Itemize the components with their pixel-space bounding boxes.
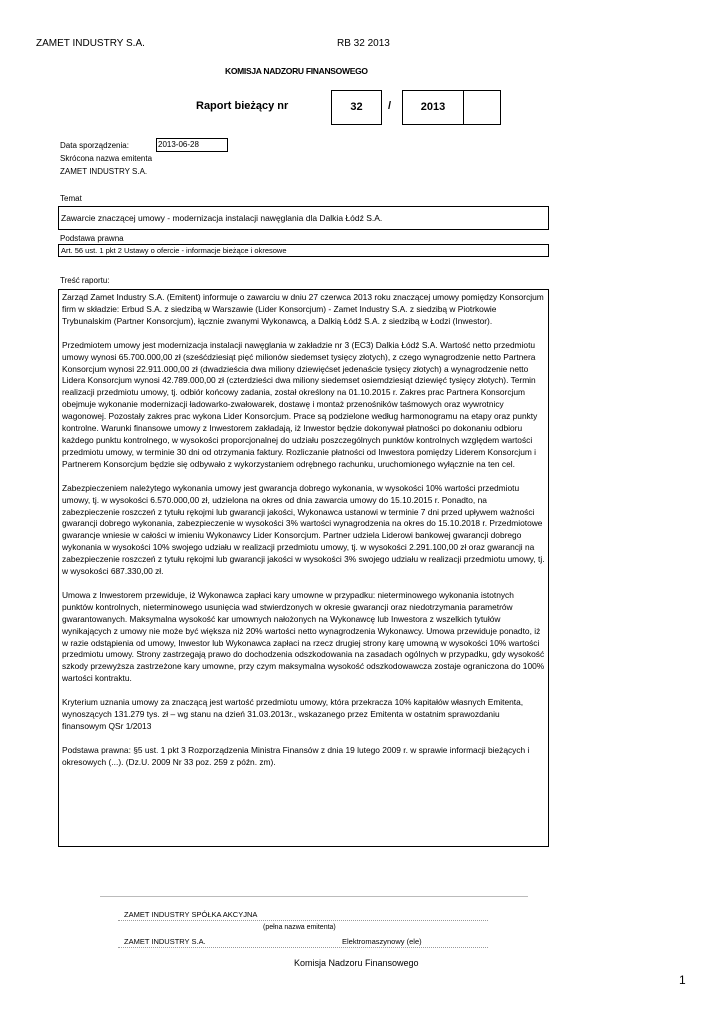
report-label: Raport bieżący nr — [196, 100, 289, 112]
report-extra-box — [463, 90, 501, 125]
footer-full-name: ZAMET INDUSTRY SPÓŁKA AKCYJNA — [124, 910, 258, 919]
footer-short-name: ZAMET INDUSTRY S.A. — [124, 937, 206, 946]
legal-basis-label: Podstawa prawna — [60, 234, 124, 243]
footer-sector: Elektromaszynowy (ele) — [342, 937, 422, 946]
footer-full-name-caption: (pełna nazwa emitenta) — [263, 924, 336, 931]
content-label: Treść raportu: — [60, 276, 110, 285]
content-paragraph: Zabezpieczeniem należytego wykonania umowy jest gwarancja dobrego wykonania, w wysokości 10% wartości przedmiotu umowy, tj. w wysokości 6.570.000,00 zł, udzielona na okres od dnia zawarcia umowy do 15.10.2015 r. Ponadto, na zabezpieczenie roszczeń z tytułu rękojmi lub gwarancji jakości, Wykonawca ustanowi w terminie 7 dni przed upływem ważności gwarancji dobrego wykonania, zabezpieczenie w wysokości 3% wartości wynagrodzenia na okres do 15.10.2018 r. Przedmiotowe gwarancje wniesie w całości w imieniu Wykonawcy Lider Konsorcjum. Partner udziela Liderowi bankowej gwarancji dobrego wykonania w wysokości 10% swojego udziału w realizacji przedmiotu umowy, tj. w wysokości 2.291.100,00 zł oraz gwarancji na zabezpieczenie roszczeń z tytułu rękojmi lub gwarancji jakości w wysokości 3% swojego udziału w realizacji przedmiotu umowy, tj. w wysokości 687.330,00 zł. — [62, 482, 545, 577]
footer-dotted-line — [118, 947, 488, 948]
report-year-box — [402, 90, 464, 125]
content-paragraph: Przedmiotem umowy jest modernizacja instalacji nawęglania w zakładzie nr 3 (EC3) Dalkia Łódź S.A. Wartość netto przedmiotu umowy wynosi 65.700.000,00 zł (sześćdziesiąt pięć milionów siedemset tysięcy złotych), z czego wynagrodzenie netto Partnera Konsorcjum wynosi 22.911.000,00 zł (dwadzieścia dwa miliony dziewięćset jedenaście tysięcy złotych) a wynagrodzenie netto Lidera Konsorcjum wynosi 42.789.000,00 zł (czterdzieści dwa miliony siedemset osiemdziesiąt dziewięć tysięcy złotych). Termin realizacji przedmiotu umowy, tj. odbiór końcowy zadania, został określony na 01.10.2015 r. Zakres prac Partnera Konsorcjum obejmuje wykonanie modernizacji ładowarko-zwałowarek, dostawę i montaż przenośników taśmowych oraz wywrotnicy wagonowej. Pozostały zakres prac wykona Lider Konsorcjum. Prace są podzielone według harmonogramu na etapy oraz punkty kontrolne. Warunki finansowe umowy z Inwestorem zakładają, iż Inwestor będzie dokonywał płatności po dokonaniu odbioru każdego punktu kontrolnego, w wysokości proporcjonalnej do udziału poszczególnych punktów kontrolnych względem wartości przedmiotu umowy, w terminie 30 dni od otrzymania faktury. Rozliczanie płatności od Inwestora pomiędzy Liderem Konsorcjum i Partnerem Konsorcjum będzie się odbywało z wykorzystaniem odrębnego rachunku, uruchomionego wyłącznie na ten cel. — [62, 339, 538, 469]
page-number: 1 — [679, 973, 686, 987]
report-number: 32 — [350, 101, 363, 113]
content-paragraph: Umowa z Inwestorem przewiduje, iż Wykonawca zapłaci kary umowne w przypadku: nieterminowego wykonania istotnych punktów kontrolnych, nieterminowego usunięcia wad stwierdzonych w okresie gwarancji oraz niedotrzymania parametrów gwarantowanych. Maksymalna wysokość kar umownych nałożonych na Wykonawcę lub Inwestora z wszelkich tytułów wynikających z umowy nie może być większa niż 20% wartości netto wynagrodzenia Wykonawcy. Umowa przewiduje ponadto, iż w razie odstąpienia od umowy, Inwestor lub Wykonawca zapłaci na rzecz drugiej strony karę umowną w wysokości 10% wartości przedmiotu umowy. Strony zastrzegają prawo do dochodzenia odszkodowania na zasadach ogólnych w przypadku, gdy wysokość szkody przewyższa zastrzeżone kary umowne, przy czym maksymalna wysokość odszkodowawcza zostaje ograniczona do 100% wartości kontraktu. — [62, 589, 545, 684]
content-paragraph: Podstawa prawna: §5 ust. 1 pkt 3 Rozporządzenia Ministra Finansów z dnia 19 lutego 2009 r. w sprawie informacji bieżących i okresowych (...). (Dz.U. 2009 Nr 33 poz. 259 z późn. zm). — [62, 744, 530, 767]
subject-value: Zawarcie znaczącej umowy - modernizacja instalacji nawęglania dla Dalkia Łódź S.A. — [58, 206, 549, 230]
date-value: 2013-06-28 — [156, 138, 228, 152]
issuer-value: ZAMET INDUSTRY S.A. — [60, 167, 148, 176]
footer-commission: Komisja Nadzoru Finansowego — [294, 958, 419, 968]
commission-title: KOMISJA NADZORU FINANSOWEGO — [225, 66, 368, 76]
content-paragraph: Kryterium uznania umowy za znaczącą jest wartość przedmiotu umowy, która przekracza 10% kapitałów własnych Emitenta, wynoszących 131.279 tys. zł – wg stanu na dzień 31.03.2013r., wskazanego przez Emitenta w ostatnim sprawozdaniu finansowym QSr 1/2013 — [62, 697, 524, 731]
subject-label: Temat — [60, 194, 82, 203]
footer-dotted-line — [118, 920, 488, 921]
date-label: Data sporządzenia: — [60, 141, 129, 150]
issuer-label: Skrócona nazwa emitenta — [60, 154, 153, 163]
report-slash: / — [388, 100, 392, 112]
header-company: ZAMET INDUSTRY S.A. — [36, 38, 145, 49]
report-year: 2013 — [420, 101, 446, 113]
content-paragraph: Zarząd Zamet Industry S.A. (Emitent) informuje o zawarciu w dniu 27 czerwca 2013 roku znaczącej umowy pomiędzy Konsorcjum firm w składzie: Erbud S.A. z siedzibą w Warszawie (Lider Konsorcjum) - Zamet Industry S.A. z siedzibą w Piotrkowie Trybunalskim (Partner Konsorcjum), łącznie zwanymi Wykonawcą, a Dalkią Łódź S.A. z siedzibą w Łodzi (Inwestor). — [62, 292, 544, 326]
report-number-box — [331, 90, 382, 125]
footer-divider — [100, 896, 528, 897]
header-report-code: RB 32 2013 — [337, 38, 390, 49]
report-content — [58, 289, 549, 847]
legal-basis-value: Art. 56 ust. 1 pkt 2 Ustawy o ofercie - informacje bieżące i okresowe — [58, 244, 549, 257]
